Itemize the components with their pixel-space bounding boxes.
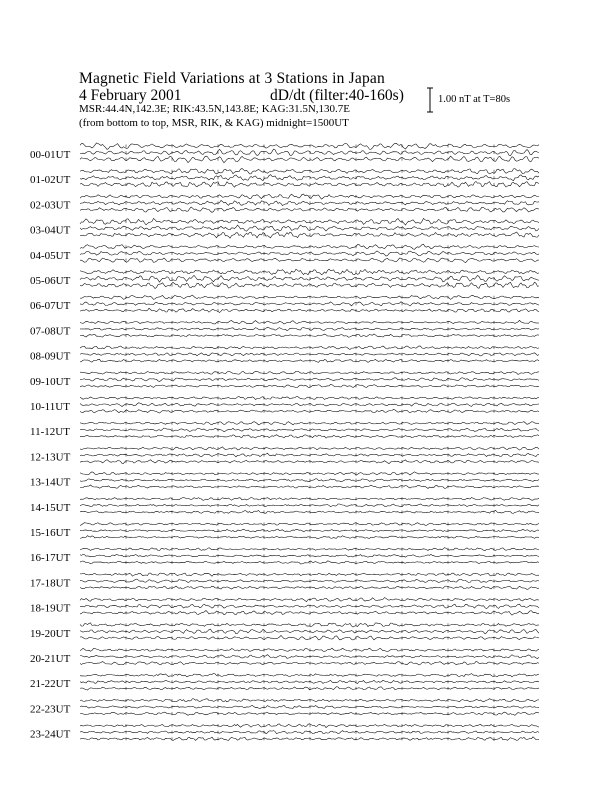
trace-kag [80, 724, 539, 728]
trace-kag [80, 143, 539, 149]
trace-kag [80, 396, 539, 399]
trace-rik [80, 604, 539, 608]
trace-msr [80, 561, 539, 564]
trace-rik [80, 251, 539, 256]
trace-kag [80, 673, 539, 677]
trace-kag [80, 422, 539, 425]
trace-rik [80, 428, 539, 432]
trace-msr [80, 384, 539, 387]
trace-rik [80, 378, 539, 382]
trace-msr [80, 232, 539, 238]
trace-kag [80, 648, 539, 651]
trace-kag [80, 218, 539, 225]
trace-rik [80, 327, 539, 330]
hour-label: 23-24UT [30, 728, 71, 741]
trace-rik [80, 655, 539, 659]
scale-bar [427, 88, 433, 112]
trace-kag [80, 346, 539, 350]
trace-kag [80, 548, 539, 551]
trace-msr [80, 737, 539, 741]
hour-label: 16-17UT [30, 552, 71, 565]
trace-kag [80, 598, 539, 602]
hour-label: 15-16UT [30, 527, 71, 539]
trace-kag [80, 573, 539, 576]
trace-rik [80, 629, 539, 634]
trace-kag [80, 320, 539, 324]
trace-rik [80, 200, 539, 205]
trace-kag [80, 194, 539, 199]
hour-label: 07-08UT [30, 325, 71, 338]
trace-kag [80, 371, 539, 374]
trace-msr [80, 536, 539, 539]
trace-rik [80, 579, 539, 583]
trace-kag [80, 269, 539, 275]
chart-date: 4 February 2001 [79, 87, 182, 104]
trace-msr [80, 635, 539, 640]
trace-msr [80, 435, 539, 438]
trace-msr [80, 409, 539, 413]
trace-rik [80, 353, 539, 356]
trace-kag [80, 472, 539, 475]
trace-kag [80, 447, 539, 450]
trace-msr [80, 207, 539, 212]
hour-label: 03-04UT [30, 224, 71, 237]
trace-rik [80, 504, 539, 507]
hour-label: 17-18UT [30, 577, 71, 590]
hour-label: 04-05UT [30, 249, 71, 262]
hour-label: 19-20UT [30, 627, 71, 640]
trace-msr [80, 460, 539, 464]
trace-kag [80, 623, 539, 627]
trace-kag [80, 699, 539, 702]
hour-label: 22-23UT [30, 703, 71, 716]
trace-rik [80, 705, 539, 708]
hour-label: 11-12UT [30, 426, 70, 439]
trace-msr [80, 334, 539, 337]
hour-label: 13-14UT [30, 476, 71, 489]
chart-title: Magnetic Field Variations at 3 Stations in Japan [79, 70, 385, 87]
trace-msr [80, 611, 539, 616]
trace-msr [80, 156, 539, 163]
hour-label: 10-11UT [30, 401, 70, 413]
trace-rik [80, 225, 539, 231]
trace-kag [80, 497, 539, 500]
trace-msr [80, 359, 539, 362]
trace-msr [80, 181, 539, 187]
trace-rik [80, 529, 539, 532]
hour-label: 01-02UT [30, 174, 71, 187]
trace-rik [80, 479, 539, 482]
trace-rik [80, 403, 539, 407]
trace-rik [80, 453, 539, 457]
trace-msr [80, 485, 539, 489]
trace-rik [80, 680, 539, 683]
hour-label: 12-13UT [30, 451, 71, 464]
hour-label: 21-22UT [30, 678, 71, 691]
hour-label: 05-06UT [30, 275, 71, 287]
hour-label: 00-01UT [30, 149, 71, 161]
trace-msr [80, 661, 539, 664]
trace-rik [80, 149, 539, 155]
trace-kag [80, 523, 539, 526]
trace-msr [80, 282, 539, 288]
scale-bar-label: 1.00 nT at T=80s [438, 94, 511, 105]
chart-filter: dD/dt (filter:40-160s) [270, 87, 404, 104]
hour-label: 20-21UT [30, 653, 71, 665]
hour-label: 14-15UT [30, 501, 71, 514]
trace-msr [80, 308, 539, 312]
trace-kag [80, 168, 539, 173]
hour-label: 09-10UT [30, 375, 71, 388]
trace-msr [80, 258, 539, 263]
hour-label: 06-07UT [30, 300, 71, 313]
hour-label: 08-09UT [30, 350, 71, 363]
trace-msr [80, 586, 539, 589]
trace-rik [80, 175, 539, 181]
trace-msr [80, 510, 539, 513]
trace-rik [80, 731, 539, 734]
trace-rik [80, 554, 539, 557]
trace-kag [80, 295, 539, 299]
trace-rik [80, 275, 539, 282]
trace-msr [80, 712, 539, 715]
hour-label: 18-19UT [30, 602, 71, 615]
trace-rik [80, 302, 539, 306]
station-coordinates: MSR:44.4N,142.3E; RIK:43.5N,143.8E; KAG:31.5N,130.7E [79, 103, 351, 115]
station-order-note: (from bottom to top, MSR, RIK, & KAG) midnight=1500UT [79, 117, 349, 129]
hour-label: 02-03UT [30, 199, 71, 212]
trace-msr [80, 687, 539, 690]
trace-kag [80, 244, 539, 249]
